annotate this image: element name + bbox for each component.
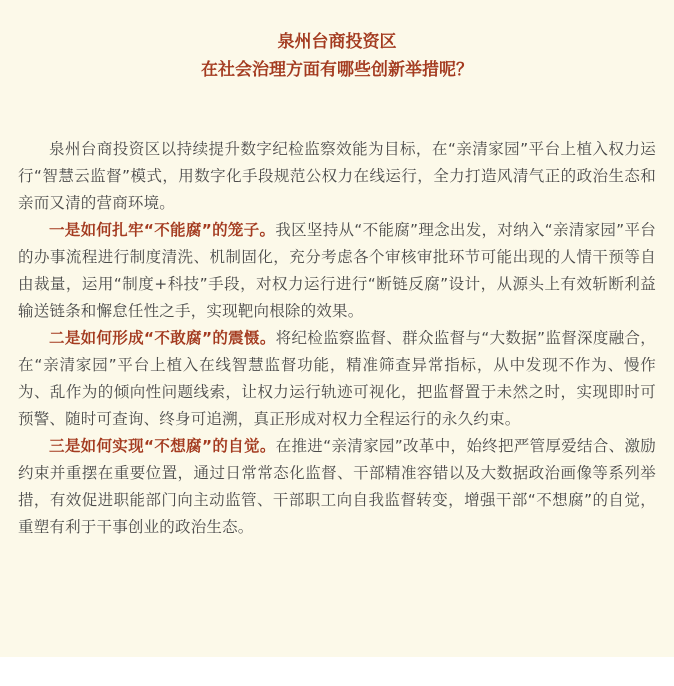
paragraph-point-1 bbox=[18, 217, 656, 325]
paragraph-text: 我区坚持从“不能腐”理念出发，对纳入“亲清家园”平台的办事流程进行制度清洗、机制固化，充分考虑各个审核审批环节可能出现的人情干预等自由裁量，运用“制度+科技”手段，对权力运行进行“断链反腐”设计，从源头上有效斩断利益输送链条和懈怠任性之手，实现靶向根除的效果。 bbox=[18, 221, 657, 320]
paragraph-lead: 一是如何扎牢“不能腐”的笼子。 bbox=[49, 221, 276, 239]
paragraph-lead: 三是如何实现“不想腐”的自觉。 bbox=[49, 437, 276, 455]
paragraph-point-3 bbox=[18, 433, 656, 541]
paragraph-lead: 二是如何形成“不敢腐”的震慑。 bbox=[49, 329, 276, 347]
article-body bbox=[18, 136, 656, 541]
paragraph-intro bbox=[18, 136, 656, 217]
bottom-margin bbox=[0, 657, 674, 686]
paragraph-point-2 bbox=[18, 325, 656, 433]
title-line-1: 泉州台商投资区 bbox=[277, 32, 397, 52]
paragraph-text: 泉州台商投资区以持续提升数字纪检监察效能为目标，在“亲清家园”平台上植入权力运行“智慧云监督”模式，用数字化手段规范公权力在线运行，全力打造风清气正的政治生态和亲而又清的营商环境。 bbox=[18, 140, 656, 212]
article-title bbox=[18, 28, 656, 84]
paragraph-text: 将纪检监察监督、群众监督与“大数据”监督深度融合，在“亲清家园”平台上植入在线智慧监督功能，精准筛查异常指标，从中发现不作为、慢作为、乱作为的倾向性问题线索，让权力运行轨迹可视化，把监督置于未然之时，实现即时可预警、随时可查询、终身可追溯，真正形成对权力全程运行的永久约束。 bbox=[18, 329, 657, 428]
title-line-2: 在社会治理方面有哪些创新举措呢？ bbox=[201, 60, 473, 80]
paragraph-text: 在推进“亲清家园”改革中，始终把严管厚爱结合、激励约束并重摆在重要位置，通过日常常态化监督、干部精准容错以及大数据政治画像等系列举措，有效促进职能部门向主动监管、干部职工向自我监督转变，增强干部“不想腐”的自觉，重塑有利于干事创业的政治生态。 bbox=[18, 437, 657, 536]
